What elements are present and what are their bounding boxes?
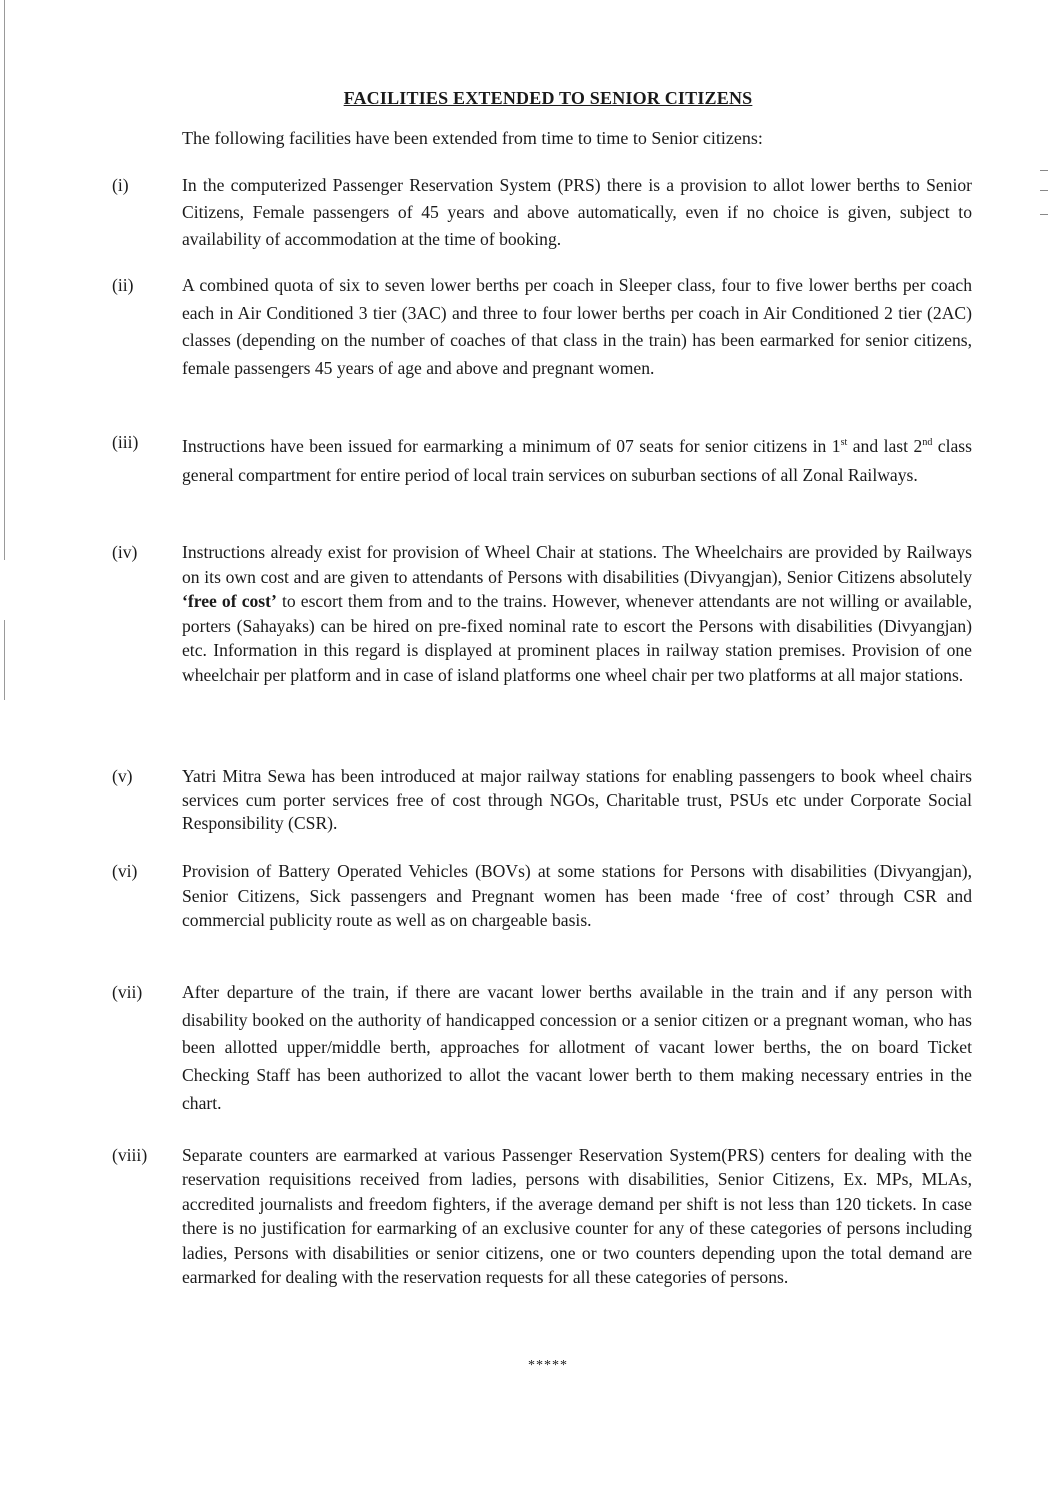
item-number: (i) bbox=[112, 175, 129, 195]
scan-mark bbox=[1040, 214, 1048, 215]
item-number: (vi) bbox=[112, 861, 138, 881]
text-segment: and last 2 bbox=[847, 435, 923, 456]
item-text: Yatri Mitra Sewa has been introduced at major railway stations for enabling passengers to book wheel chairs services cum porter services free of cost through NGOs, Charitable trust, PSUs etc under Corporate Social Responsibility (CSR). bbox=[182, 766, 972, 833]
item-text: Separate counters are earmarked at various Passenger Reservation System(PRS) centers for dealing with the reservation requisitions received from ladies, persons with disabilities, Senior Citizens, Ex. MPs, MLAs, accredited journalists and freedom fighters, if the average demand per shift is not less than 120 tickets. In case there is no justification for earmarking of an exclusive counter for any of these categories of persons including ladies, Persons with disabilities or senior citizens, one or two counters depending upon the total demand are earmarked for dealing with the reservation requests for all these categories of persons. bbox=[182, 1145, 972, 1288]
scan-mark bbox=[1040, 170, 1048, 171]
item-number: (v) bbox=[112, 766, 133, 786]
item-text bbox=[182, 540, 972, 688]
item-number: (iii) bbox=[112, 432, 139, 452]
item-text: In the computerized Passenger Reservation System (PRS) there is a provision to allot lower berths to Senior Citizens, Female passengers of 45 years and above automatically, even if no choice is given, subject to availability of accommodation at the time of booking. bbox=[182, 175, 972, 249]
item-text: After departure of the train, if there are vacant lower berths available in the train and if any person with disability booked on the authority of handicapped concession or a senior citizen or a pregnant woman, who has been allotted upper/middle berth, approaches for allotment of vacant lower berths, the on board Ticket Checking Staff has been authorized to allot the vacant lower berth to them making necessary entries in the chart. bbox=[182, 982, 972, 1113]
item-text bbox=[182, 428, 972, 490]
item-number: (vii) bbox=[112, 982, 143, 1002]
item-number: (iv) bbox=[112, 542, 138, 562]
text-segment: Instructions have been issued for earmarking a minimum of 07 seats for senior citizens in 1 bbox=[182, 435, 841, 456]
scan-edge bbox=[4, 0, 5, 560]
superscript: nd bbox=[922, 437, 933, 448]
bold-text: ‘free of cost’ bbox=[182, 591, 277, 612]
item-text: Provision of Battery Operated Vehicles (BOVs) at some stations for Persons with disabilities (Divyangjan), Senior Citizens, Sick passengers and Pregnant women has been made ‘free of cost’ through CSR and commercial publicity route as well as on chargeable basis. bbox=[182, 861, 972, 931]
document-title: FACILITIES EXTENDED TO SENIOR CITIZENS bbox=[343, 88, 753, 108]
intro-text: The following facilities have been extended from time to time to Senior citizens: bbox=[182, 128, 763, 148]
item-text: A combined quota of six to seven lower berths per coach in Sleeper class, four to five lower berths per coach each in Air Conditioned 3 tier (3AC) and three to four lower berths per coach in Air Conditioned 2 tier (2AC) classes (depending on the number of coaches of that class in the train) has been earmarked for senior citizens, female passengers 45 years of age and above and pregnant women. bbox=[182, 275, 972, 378]
superscript: st bbox=[840, 437, 848, 448]
text-segment: to escort them from and to the trains. However, whenever attendants are not willing or available, porters (Sahayaks) can be hired on pre-fixed nominal rate to escort the Persons with disabilities (Divyangjan) etc. Information in this regard is displayed at prominent places in railway station premises. Provision of one wheelchair per platform and in case of island platforms one wheel chair per two platforms at all major stations. bbox=[182, 591, 972, 685]
scan-mark bbox=[1040, 190, 1048, 191]
item-number: (viii) bbox=[112, 1145, 148, 1165]
item-number: (ii) bbox=[112, 275, 134, 295]
scan-edge bbox=[4, 620, 5, 700]
text-segment: Instructions already exist for provision of Wheel Chair at stations. The Wheelchairs are provided by Railways on its own cost and are given to attendants of Persons with disabilities (Divyangjan), Senior Citizens absolutely bbox=[182, 542, 972, 587]
text-segment: class general compartment for entire period of local train services on suburban sections of all Zonal Railways. bbox=[182, 435, 972, 485]
end-mark: ***** bbox=[528, 1358, 568, 1373]
